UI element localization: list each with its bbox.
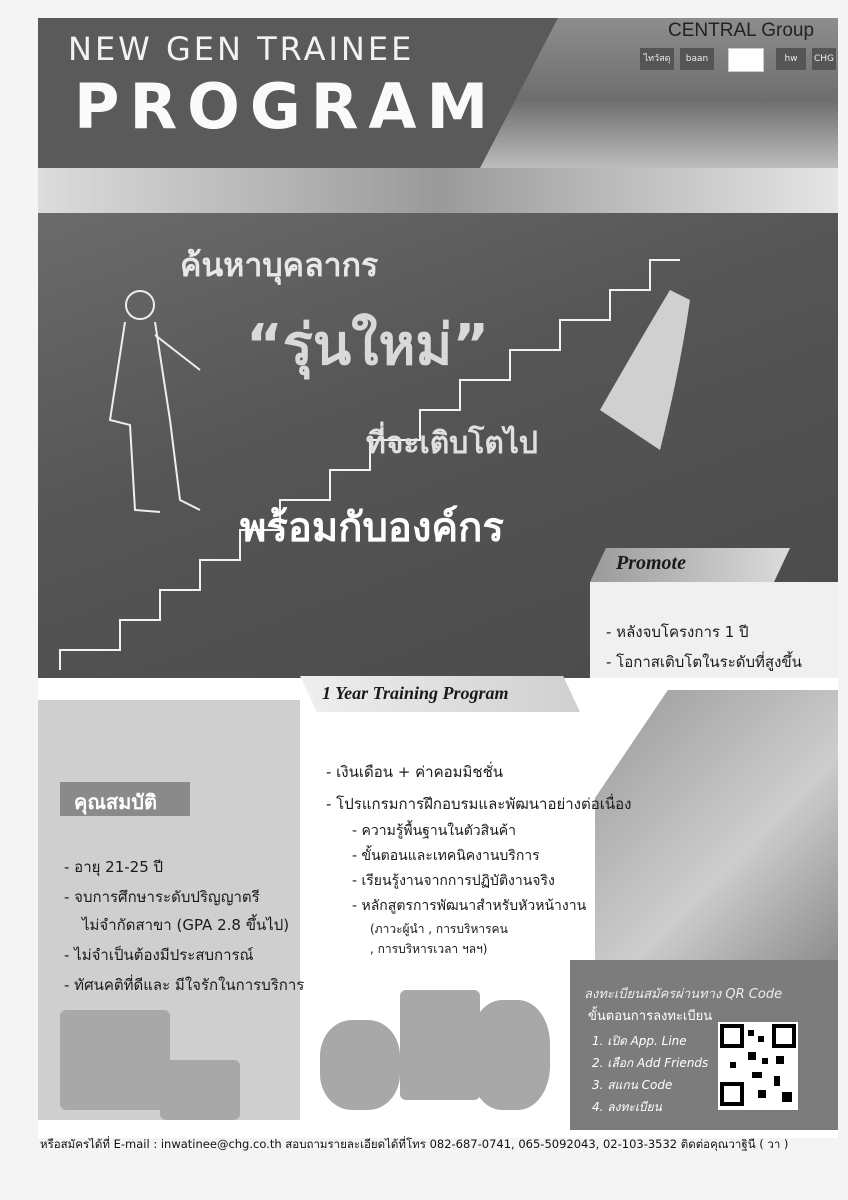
- staff-photo: [400, 990, 480, 1100]
- hero-line3: ที่จะเติบโตไป: [366, 426, 538, 461]
- register-step: 1. เปิด App. Line: [592, 1034, 687, 1048]
- register-step: 4. ลงทะเบียน: [592, 1100, 662, 1114]
- footer-contact: หรือสมัครได้ที่ E-mail : inwatinee@chg.co.th สอบถามรายละเอียดได้ที่โทร 082-687-0741, 065-5092043, 02-103-3532 ติดต่อคุณวาฐินี ( วา ): [40, 1137, 789, 1151]
- training-sub-item: - หลักสูตรการพัฒนาสำหรับหัวหน้างาน: [352, 898, 587, 914]
- logo-hw: hw: [776, 48, 806, 70]
- hand-chalk-icon: [600, 290, 690, 450]
- qualification-item: - จบการศึกษาระดับปริญญาตรี: [64, 888, 260, 906]
- register-subtitle: ขั้นตอนการลงทะเบียน: [588, 1009, 713, 1024]
- brand-name: CENTRAL Group: [668, 20, 815, 41]
- staff-photo: [160, 1060, 240, 1120]
- training-sub-item: - ขั้นตอนและเทคนิคงานบริการ: [352, 848, 540, 864]
- hero-line4: พร้อมกับองค์กร: [240, 505, 504, 551]
- register-step: 3. สแกน Code: [592, 1078, 673, 1092]
- training-title: 1 Year Training Program: [322, 683, 509, 703]
- training-bullet: - โปรแกรมการฝึกอบรมและพัฒนาอย่างต่อเนื่อง: [326, 795, 632, 813]
- logo-thaiwatsadu: ไทวัสดุ: [640, 48, 674, 70]
- qr-code-icon[interactable]: [718, 1022, 798, 1110]
- staff-photo: [320, 1020, 400, 1110]
- qualification-item: - ทัศนคติที่ดีและ มีใจรักในการบริการ: [64, 976, 305, 994]
- hero-line2: “รุ่นใหม่”: [246, 313, 490, 378]
- promote-item: - โอกาสเติบโตในระดับที่สูงขึ้น: [606, 653, 802, 671]
- training-sub-item: - ความรู้พื้นฐานในตัวสินค้า: [352, 823, 516, 839]
- title-line2: PROGRAM: [74, 70, 499, 143]
- staff-photo: [470, 1000, 550, 1110]
- training-sub-item: - เรียนรู้งานจากการปฏิบัติงานจริง: [352, 873, 555, 889]
- training-bullet: - เงินเดือน + ค่าคอมมิชชั่น: [326, 763, 504, 781]
- training-sub-note: (ภาวะผู้นำ , การบริหารคน: [370, 922, 508, 936]
- staff-photo: [60, 1010, 170, 1110]
- promote-item: - หลังจบโครงการ 1 ปี: [606, 623, 749, 641]
- man-figure-icon: [110, 291, 200, 512]
- logo-baan: baan: [680, 48, 714, 70]
- qualification-item: - อายุ 21-25 ปี: [64, 858, 164, 876]
- qualifications-title: คุณสมบัติ: [74, 790, 158, 814]
- title-line1: NEW GEN TRAINEE: [68, 30, 415, 68]
- logo-blank: [728, 48, 764, 72]
- training-sub-note: , การบริหารเวลา ฯลฯ): [370, 942, 488, 956]
- hero-window-strip: [38, 168, 838, 213]
- register-step: 2. เลือก Add Friends: [592, 1056, 709, 1070]
- register-title: ลงทะเบียนสมัครผ่านทาง QR Code: [584, 987, 783, 1002]
- logo-chg: CHG: [812, 48, 836, 70]
- promote-title: Promote: [616, 552, 686, 574]
- qualification-item: - ไม่จำเป็นต้องมีประสบการณ์: [64, 946, 254, 964]
- hero-line1: ค้นหาบุคลากร: [180, 246, 379, 284]
- qualification-item: ไม่จำกัดสาขา (GPA 2.8 ขึ้นไป): [82, 916, 290, 934]
